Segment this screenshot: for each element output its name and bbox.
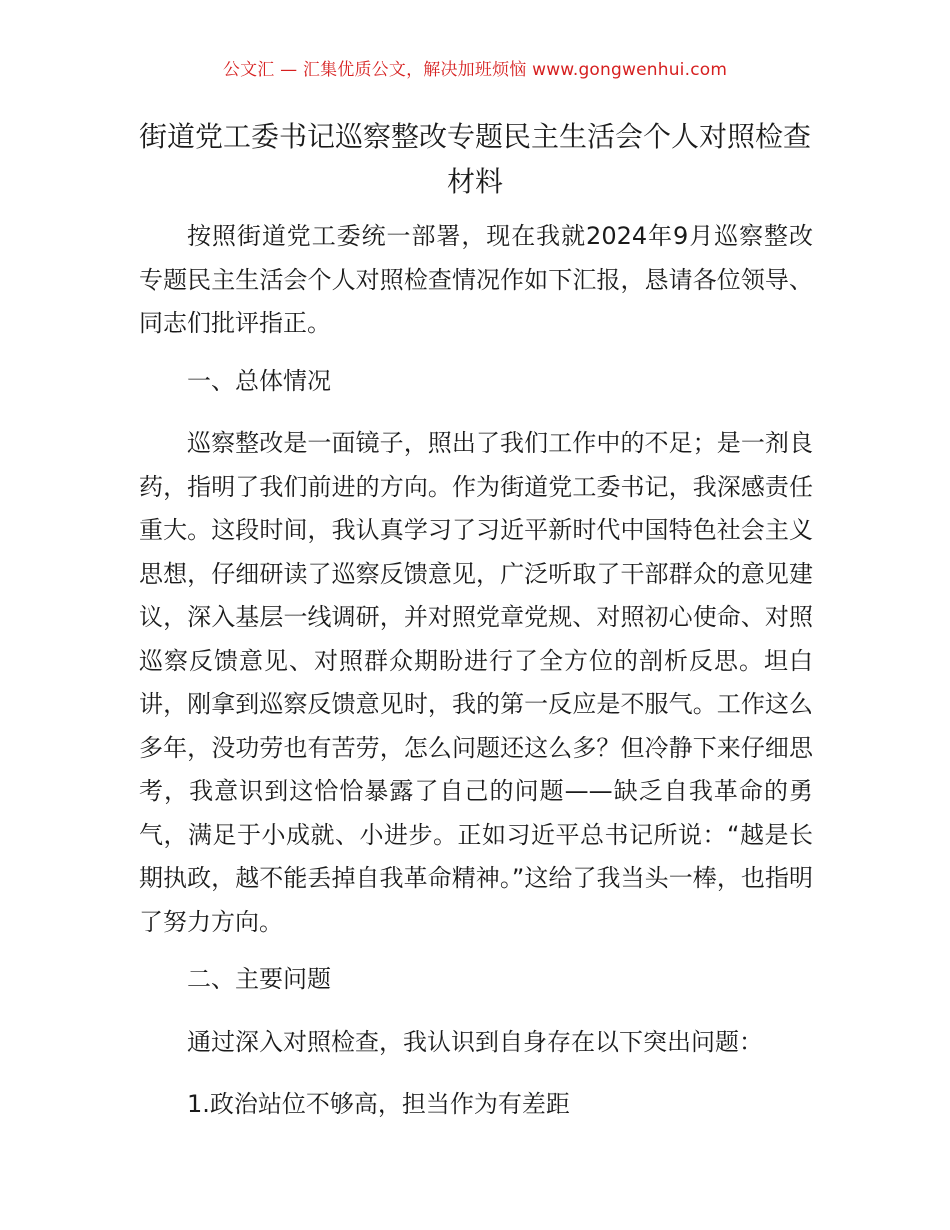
section-heading-main-problems: 二、主要问题 (187, 965, 331, 993)
site-banner: 公文汇 — 汇集优质公文，解决加班烦恼 www.gongwenhui.com (222, 60, 728, 80)
problem-item-1: 1.政治站位不够高，担当作为有差距 (187, 1090, 570, 1118)
document-body (139, 215, 813, 1146)
document-title: 街道党工委书记巡察整改专题民主生活会个人对照检查材料 (138, 120, 811, 198)
overview-paragraph: 巡察整改是一面镜子，照出了我们工作中的不足；是一剂良药，指明了我们前进的方向。作为街道党工委书记，我深感责任重大。这段时间，我认真学习了习近平新时代中国特色社会主义思想，仔细研读了巡察反馈意见，广泛听取了干部群众的意见建议，深入基层一线调研，并对照党章党规、对照初心使命、对照巡察反馈意见、对照群众期盼进行了全方位的剖析反思。坦白讲，刚拿到巡察反馈意见时，我的第一反应是不服气。工作这么多年，没功劳也有苦劳，怎么问题还这么多？但冷静下来仔细思考，我意识到这恰恰暴露了自己的问题——缺乏自我革命的勇气，满足于小成就、小进步。正如习近平总书记所说：“越是长期执政，越不能丢掉自我革命精神。”这给了我当头一棒，也指明了努力方向。 (139, 429, 813, 936)
problems-intro-paragraph: 通过深入对照检查，我认识到自身存在以下突出问题： (187, 1027, 763, 1056)
section-heading-overview: 一、总体情况 (187, 366, 331, 395)
intro-paragraph: 按照街道党工委统一部署，现在我就2024年9月巡察整改专题民主生活会个人对照检查情况作如下汇报，恳请各位领导、同志们批评指正。 (139, 222, 813, 337)
